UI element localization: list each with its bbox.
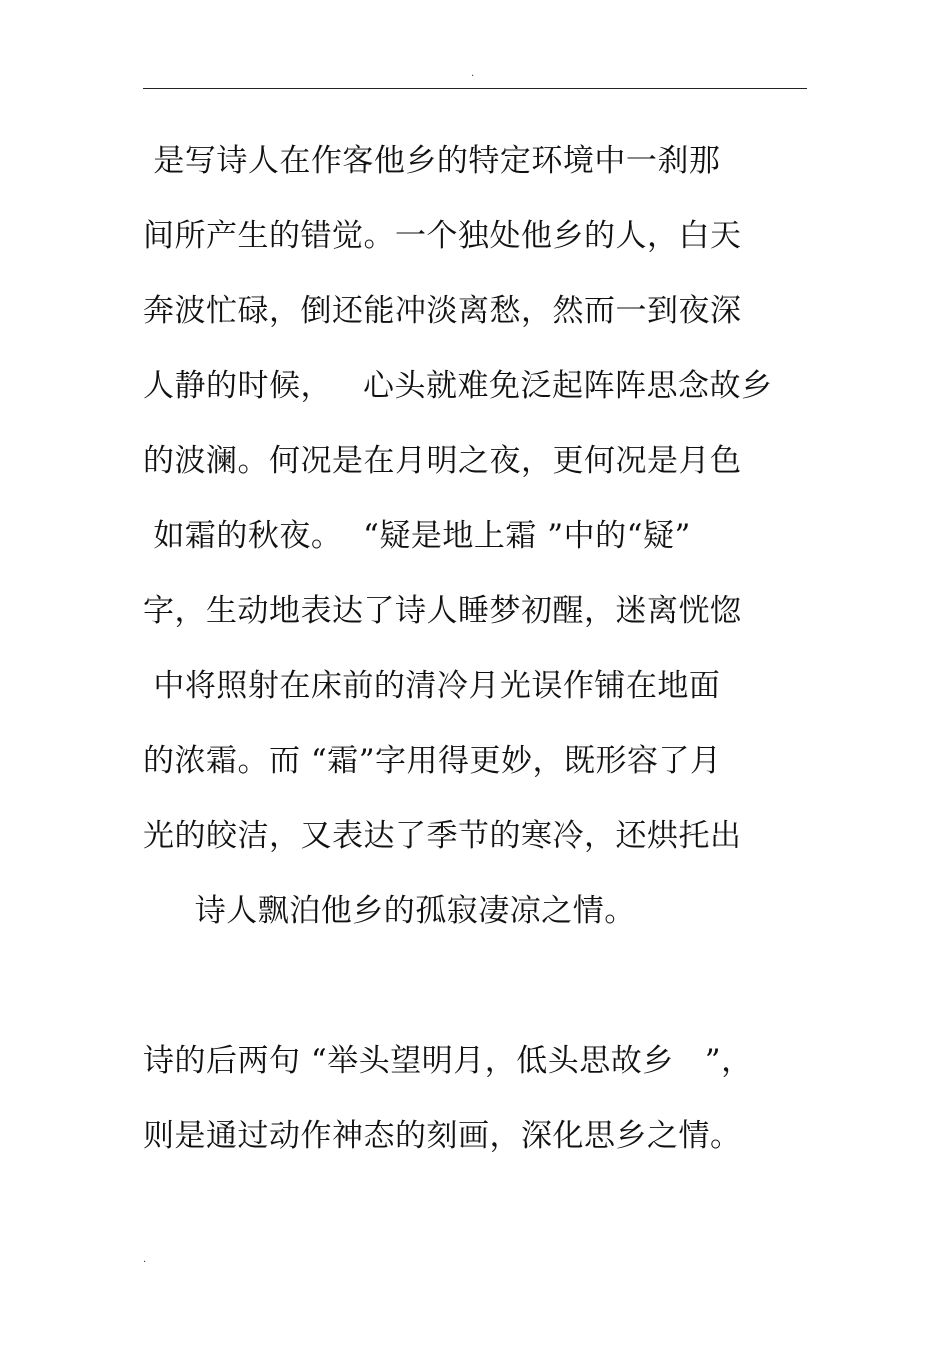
paragraph-line: 人静的时候， 心头就难免泛起阵阵思念故乡 — [143, 368, 773, 404]
paragraph-line: 间所产生的错觉。一个独处他乡的人，白天 — [143, 218, 742, 254]
paragraph-line: 如霜的秋夜。 “疑是地上霜 ”中的“疑” — [143, 518, 691, 554]
paragraph-line: 奔波忙碌，倒还能冲淡离愁，然而一到夜深 — [143, 293, 742, 329]
header-rule — [143, 88, 807, 89]
paragraph-line: 字，生动地表达了诗人睡梦初醒，迷离恍惚 — [143, 593, 742, 629]
header-mark: . — [471, 68, 475, 79]
footer-mark: . — [143, 1254, 147, 1265]
paragraph-line: 光的皎洁，又表达了季节的寒冷，还烘托出 — [143, 818, 742, 854]
paragraph-line: 中将照射在床前的清冷月光误作铺在地面 — [143, 668, 721, 704]
paragraph-line: 诗的后两句 “举头望明月，低头思故乡 ”， — [143, 1043, 753, 1079]
paragraph-line: 是写诗人在作客他乡的特定环境中一刹那 — [143, 143, 721, 179]
paragraph-line: 的浓霜。而 “霜”字用得更妙，既形容了月 — [143, 743, 722, 779]
paragraph-line: 的波澜。何况是在月明之夜，更何况是月色 — [143, 443, 742, 479]
paragraph-line: 诗人飘泊他乡的孤寂凄凉之情。 — [143, 893, 636, 929]
paragraph-line: 则是通过动作神态的刻画，深化思乡之情。 — [143, 1118, 742, 1154]
